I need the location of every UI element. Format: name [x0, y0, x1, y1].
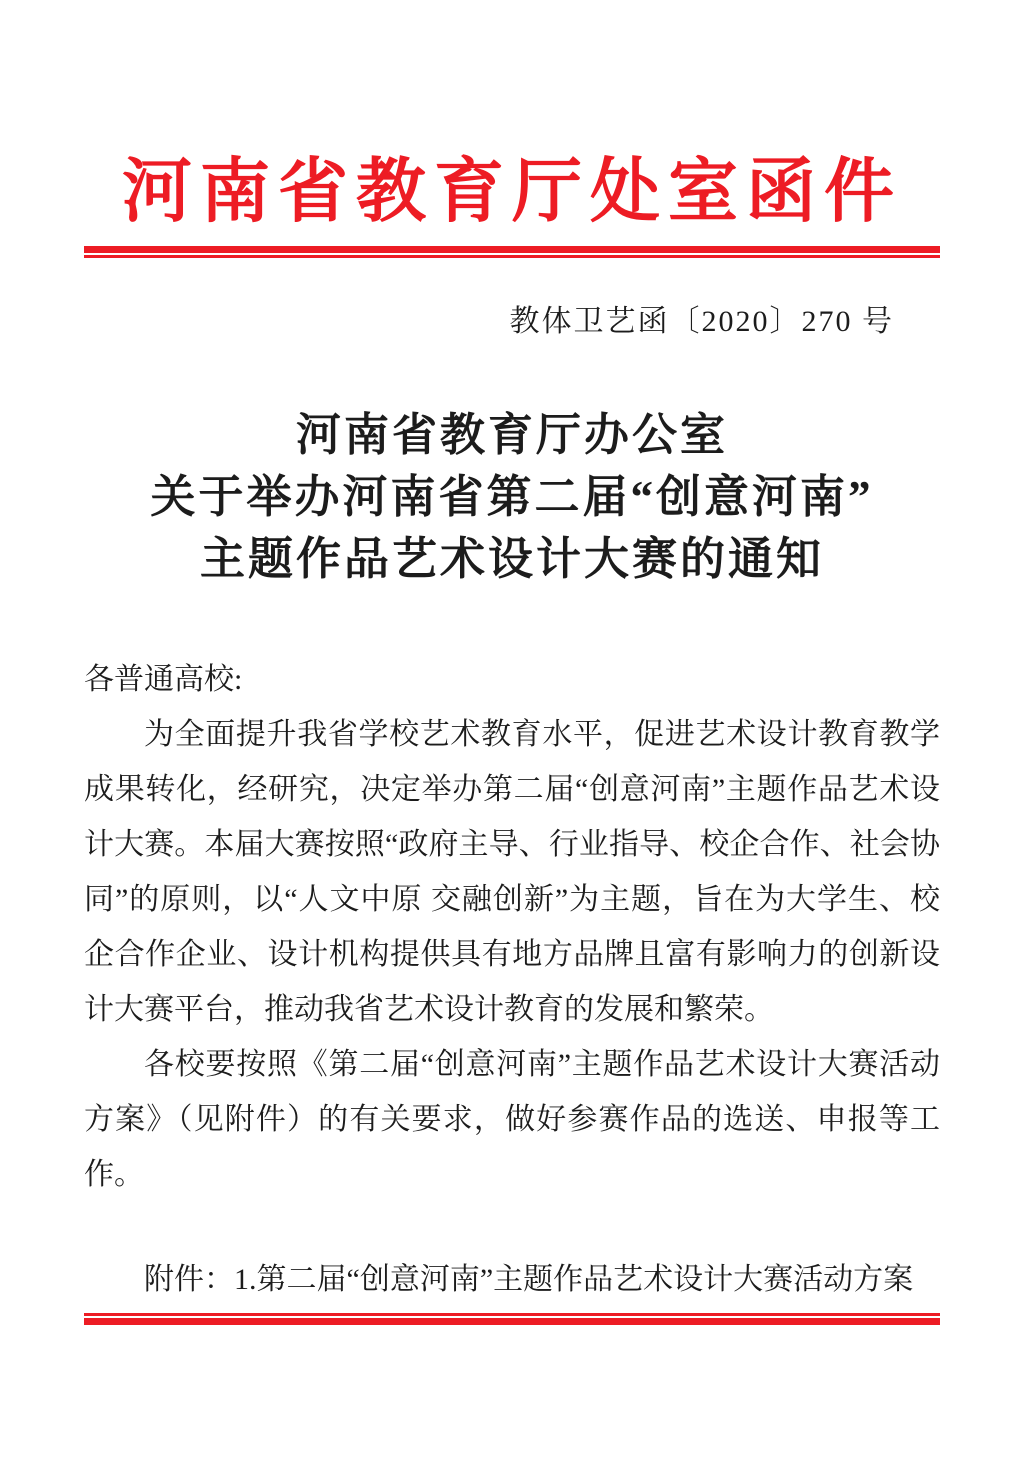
notice-body — [84, 652, 940, 1202]
notice-title — [84, 404, 940, 590]
attachment-line: 附件：1.第二届“创意河南”主题作品艺术设计大赛活动方案 — [144, 1263, 914, 1296]
document-number: 教体卫艺函〔2020〕270 号 — [509, 305, 894, 338]
body-paragraph-1: 为全面提升我省学校艺术教育水平，促进艺术设计教育教学成果转化，经研究，决定举办第二届“创意河南”主题作品艺术设计大赛。本届大赛按照“政府主导、行业指导、校企合作、社会协同”的原则，以“人文中原 交融创新”为主题，旨在为大学生、校企合作企业、设计机构提供具有地方品牌且富有影响力的创新设计大赛平台，推动我省艺术设计教育的发展和繁荣。 — [84, 718, 940, 1026]
letterhead-double-rule — [84, 246, 940, 258]
notice-title-line-1: 河南省教育厅办公室 — [295, 410, 728, 460]
body-paragraph-2: 各校要按照《第二届“创意河南”主题作品艺术设计大赛活动方案》（见附件）的有关要求，做好参赛作品的选送、申报等工作。 — [84, 1048, 940, 1191]
salutation: 各普通高校: — [84, 663, 243, 696]
letterhead-title: 河南省教育厅处室函件 — [122, 154, 902, 231]
footer-double-rule — [84, 1313, 940, 1325]
notice-title-line-2: 关于举办河南省第二届“创意河南” — [150, 472, 874, 522]
notice-title-line-3: 主题作品艺术设计大赛的通知 — [199, 534, 824, 584]
